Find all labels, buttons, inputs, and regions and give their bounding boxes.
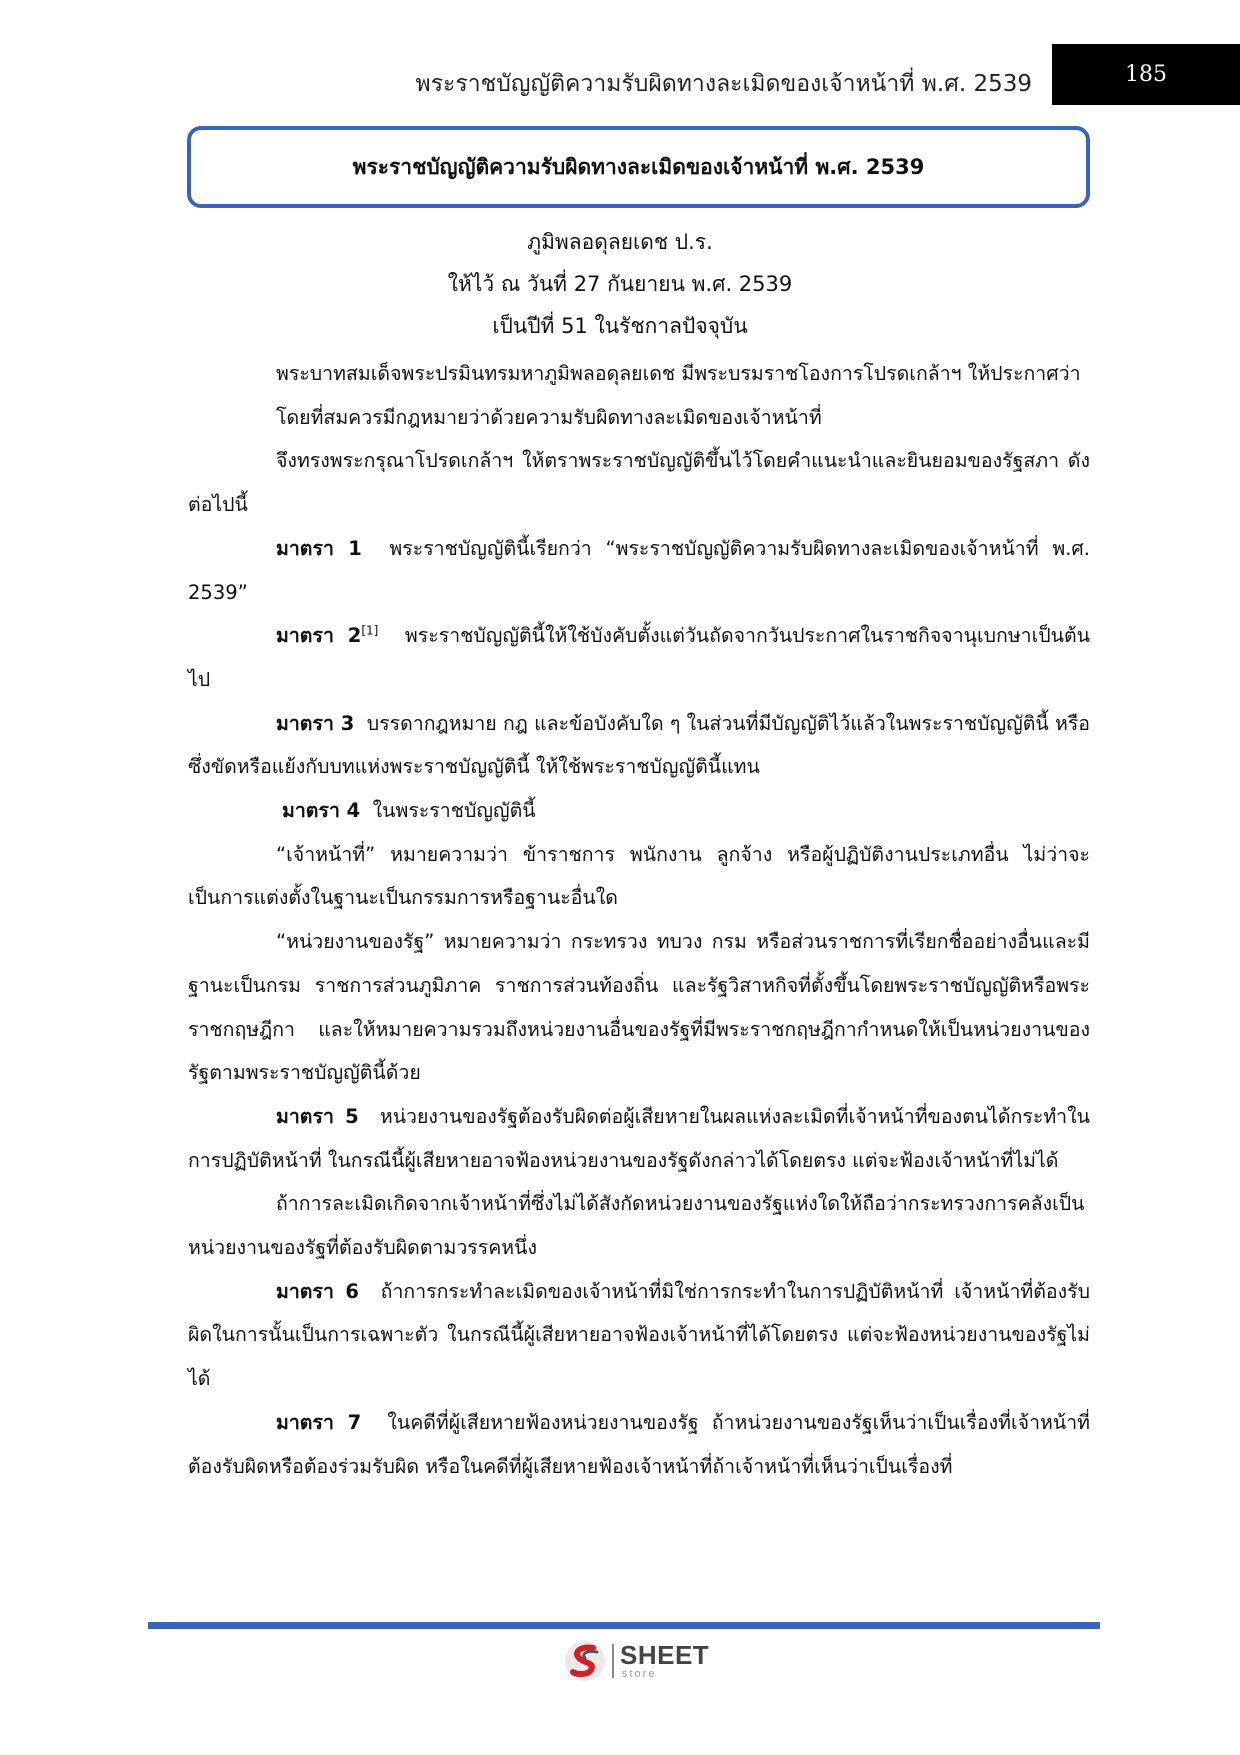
enactment-paragraph: จึงทรงพระกรุณาโปรดเกล้าฯ ให้ตราพระราชบัญญัติขึ้นไว้โดยคำแนะนำและยินยอมของรัฐสภา ดังต่อไปนี้ <box>188 449 1090 517</box>
section-5-label: มาตรา 5 <box>276 1104 359 1128</box>
section-2-text: พระราชบัญญัตินี้ให้ใช้บังคับตั้งแต่วันถัดจากวันประกาศในราชกิจจานุเบกษาเป็นต้นไป <box>188 624 1090 691</box>
page-number-box <box>1052 44 1240 105</box>
preamble-line-3: เป็นปีที่ 51 ในรัชกาลปัจจุบัน <box>492 314 748 338</box>
section-6 <box>188 1270 1090 1401</box>
section-5-text: หน่วยงานของรัฐต้องรับผิดต่อผู้เสียหายในผลแห่งละเมิดที่เจ้าหน้าที่ของตนได้กระทำในการปฏิบัติหน้าที่ ในกรณีนี้ผู้เสียหายอาจฟ้องหน่วยงานของรัฐดังกล่าวได้โดยตรง แต่จะฟ้องเจ้าหน้าที่ไม่ได้ <box>188 1104 1090 1172</box>
section-5 <box>188 1095 1090 1182</box>
document-title: พระราชบัญญัติความรับผิดทางละเมิดของเจ้าหน้าที่ พ.ศ. 2539 <box>352 154 925 179</box>
section-7-label: มาตรา 7 <box>276 1410 362 1434</box>
section-1-label: มาตรา 1 <box>276 536 362 560</box>
section-7 <box>188 1401 1090 1488</box>
section-7-text: ในคดีที่ผู้เสียหายฟ้องหน่วยงานของรัฐ ถ้าหน่วยงานของรัฐเห็นว่าเป็นเรื่องที่เจ้าหน้าที่ต้องรับผิดหรือต้องร่วมรับผิด หรือในคดีที่ผู้เสียหายฟ้องเจ้าหน้าที่ถ้าเจ้าหน้าที่เห็นว่าเป็นเรื่องที่ <box>188 1410 1091 1478</box>
section-6-label: มาตรา 6 <box>276 1279 359 1303</box>
page-number: 185 <box>1125 62 1167 87</box>
title-box <box>187 126 1090 208</box>
proclamation-paragraph: พระบาทสมเด็จพระปรมินทรมหาภูมิพลอดุลยเดช มีพระบรมราชโองการโปรดเกล้าฯ ให้ประกาศว่า <box>276 362 1081 385</box>
section-4 <box>188 789 1090 833</box>
section-3-text: บรรดากฎหมาย กฎ และข้อบังคับใด ๆ ในส่วนที่มีบัญญัติไว้แล้วในพระราชบัญญัตินี้ หรือซึ่งขัดหรือแย้งกับบทแห่งพระราชบัญญัตินี้ ให้ใช้พระราชบัญญัตินี้แทน <box>188 711 1091 779</box>
section-2 <box>188 614 1090 701</box>
footnote-ref[interactable]: [1] <box>361 623 379 638</box>
section-1-text: พระราชบัญญัตินี้เรียกว่า “พระราชบัญญัติความรับผิดทางละเมิดของเจ้าหน้าที่ พ.ศ. 2539” <box>188 536 1090 604</box>
section-2-label: มาตรา 2 <box>276 624 362 648</box>
section-6-text: ถ้าการกระทำละเมิดของเจ้าหน้าที่มิใช่การกระทำในการปฏิบัติหน้าที่ เจ้าหน้าที่ต้องรับผิดในการนั้นเป็นการเฉพาะตัว ในกรณีนี้ผู้เสียหายอาจฟ้องเจ้าหน้าที่ได้โดยตรง แต่จะฟ้องหน่วยงานของรัฐไม่ได้ <box>188 1279 1090 1391</box>
section-4-label: มาตรา 4 <box>282 799 361 823</box>
logo-text: SHEET <box>620 1640 710 1670</box>
preamble-line-1: ภูมิพลอดุลยเดช ป.ร. <box>527 230 713 254</box>
document-body <box>188 352 1090 1488</box>
section-5-paragraph-2: ถ้าการละเมิดเกิดจากเจ้าหน้าที่ซึ่งไม่ได้สังกัดหน่วยงานของรัฐแห่งใดให้ถือว่ากระทรวงการคลังเป็นหน่วยงานของรัฐที่ต้องรับผิดตามวรรคหนึ่ง <box>188 1192 1085 1260</box>
preamble-line-2: ให้ไว้ ณ วันที่ 27 กันยายน พ.ศ. 2539 <box>447 272 793 296</box>
section-4-text: ในพระราชบัญญัตินี้ <box>372 799 536 823</box>
section-4-definition-agency: “หน่วยงานของรัฐ” หมายความว่า กระทรวง ทบวง กรม หรือส่วนราชการที่เรียกชื่ออย่างอื่นและมีฐานะเป็นกรม ราชการส่วนภูมิภาค ราชการส่วนท้องถิ่น และรัฐวิสาหกิจที่ตั้งขึ้นโดยพระราชบัญญัติหรือพระราชกฤษฎีกา และให้หมายความรวมถึงหน่วยงานอื่นของรัฐที่มีพระราชกฤษฎีกากำหนดให้เป็นหน่วยงานของรัฐตามพระราชบัญญัตินี้ด้วย <box>188 930 1090 1085</box>
section-3 <box>188 702 1090 789</box>
logo-subtext: store <box>622 1668 657 1680</box>
section-4-definition-officer: “เจ้าหน้าที่” หมายความว่า ข้าราชการ พนักงาน ลูกจ้าง หรือผู้ปฏิบัติงานประเภทอื่น ไม่ว่าจะเป็นการแต่งตั้งในฐานะเป็นกรรมการหรือฐานะอื่นใด <box>188 842 1090 910</box>
section-1 <box>188 527 1090 614</box>
running-header-title: พระราชบัญญัติความรับผิดทางละเมิดของเจ้าหน้าที่ พ.ศ. 2539 <box>415 71 1032 97</box>
footer-rule <box>148 1622 1100 1629</box>
section-3-label: มาตรา 3 <box>276 711 355 735</box>
purpose-paragraph: โดยที่สมควรมีกฎหมายว่าด้วยความรับผิดทางละเมิดของเจ้าหน้าที่ <box>276 405 822 429</box>
